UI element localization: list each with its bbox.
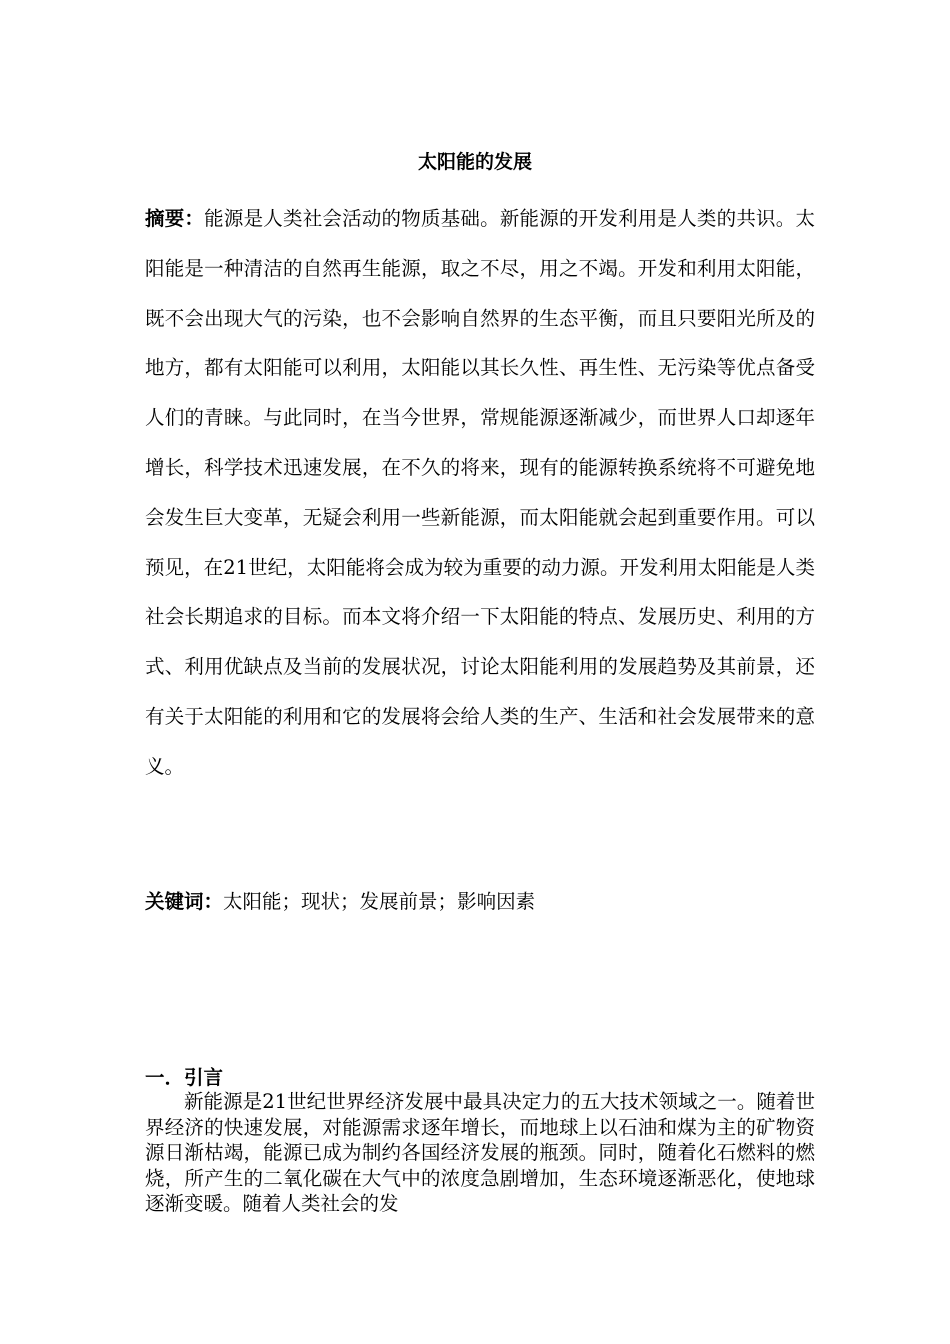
- abstract-text: 能源是人类社会活动的物质基础。新能源的开发利用是人类的共识。太阳能是一种清洁的自然再生能源，取之不尽，用之不竭。开发和利用太阳能，既不会出现大气的污染，也不会影响自然界的生态平衡，而且只要阳光所及的地方，都有太阳能可以利用，太阳能以其长久性、再生性、无污染等优点备受人们的青睐。与此同时，在当今世界，常规能源逐渐减少，而世界人口却逐年增长，科学技术迅速发展，在不久的将来，现有的能源转换系统将不可避免地会发生巨大变革，无疑会利用一些新能源，而太阳能就会起到重要作用。可以预见，在21世纪，太阳能将会成为较为重要的动力源。开发利用太阳能是人类社会长期追求的目标。而本文将介绍一下太阳能的特点、发展历史、利用的方式、利用优缺点及当前的发展状况，讨论太阳能利用的发展趋势及其前景，还有关于太阳能的利用和它的发展将会给人类的生产、生活和社会发展带来的意义。: [145, 207, 815, 778]
- keywords-label: 关键词：: [145, 890, 224, 913]
- section-body-introduction: 新能源是21世纪世界经济发展中最具决定力的五大技术领域之一。随着世界经济的快速发展，对能源需求逐年增长，而地球上以石油和煤为主的矿物资源日渐枯竭，能源已成为制约各国经济发展的瓶颈。同时，随着化石燃料的燃烧，所产生的二氧化碳在大气中的浓度急剧增加，生态环境逐渐恶化，使地球逐渐变暖。随着人类社会的发: [145, 1090, 815, 1215]
- abstract-paragraph: [145, 194, 815, 792]
- keyword-item: 发展前景；: [359, 890, 458, 913]
- keywords-list: [223, 890, 535, 913]
- keyword-item: 现状；: [301, 890, 360, 913]
- keyword-item: 影响因素: [457, 890, 536, 913]
- section-heading-introduction: 一．引言: [145, 1066, 224, 1089]
- keyword-item: 太阳能；: [223, 890, 302, 913]
- document-title: 太阳能的发展: [417, 151, 532, 173]
- keywords-line: [145, 887, 815, 917]
- abstract-label: 摘要：: [145, 207, 205, 230]
